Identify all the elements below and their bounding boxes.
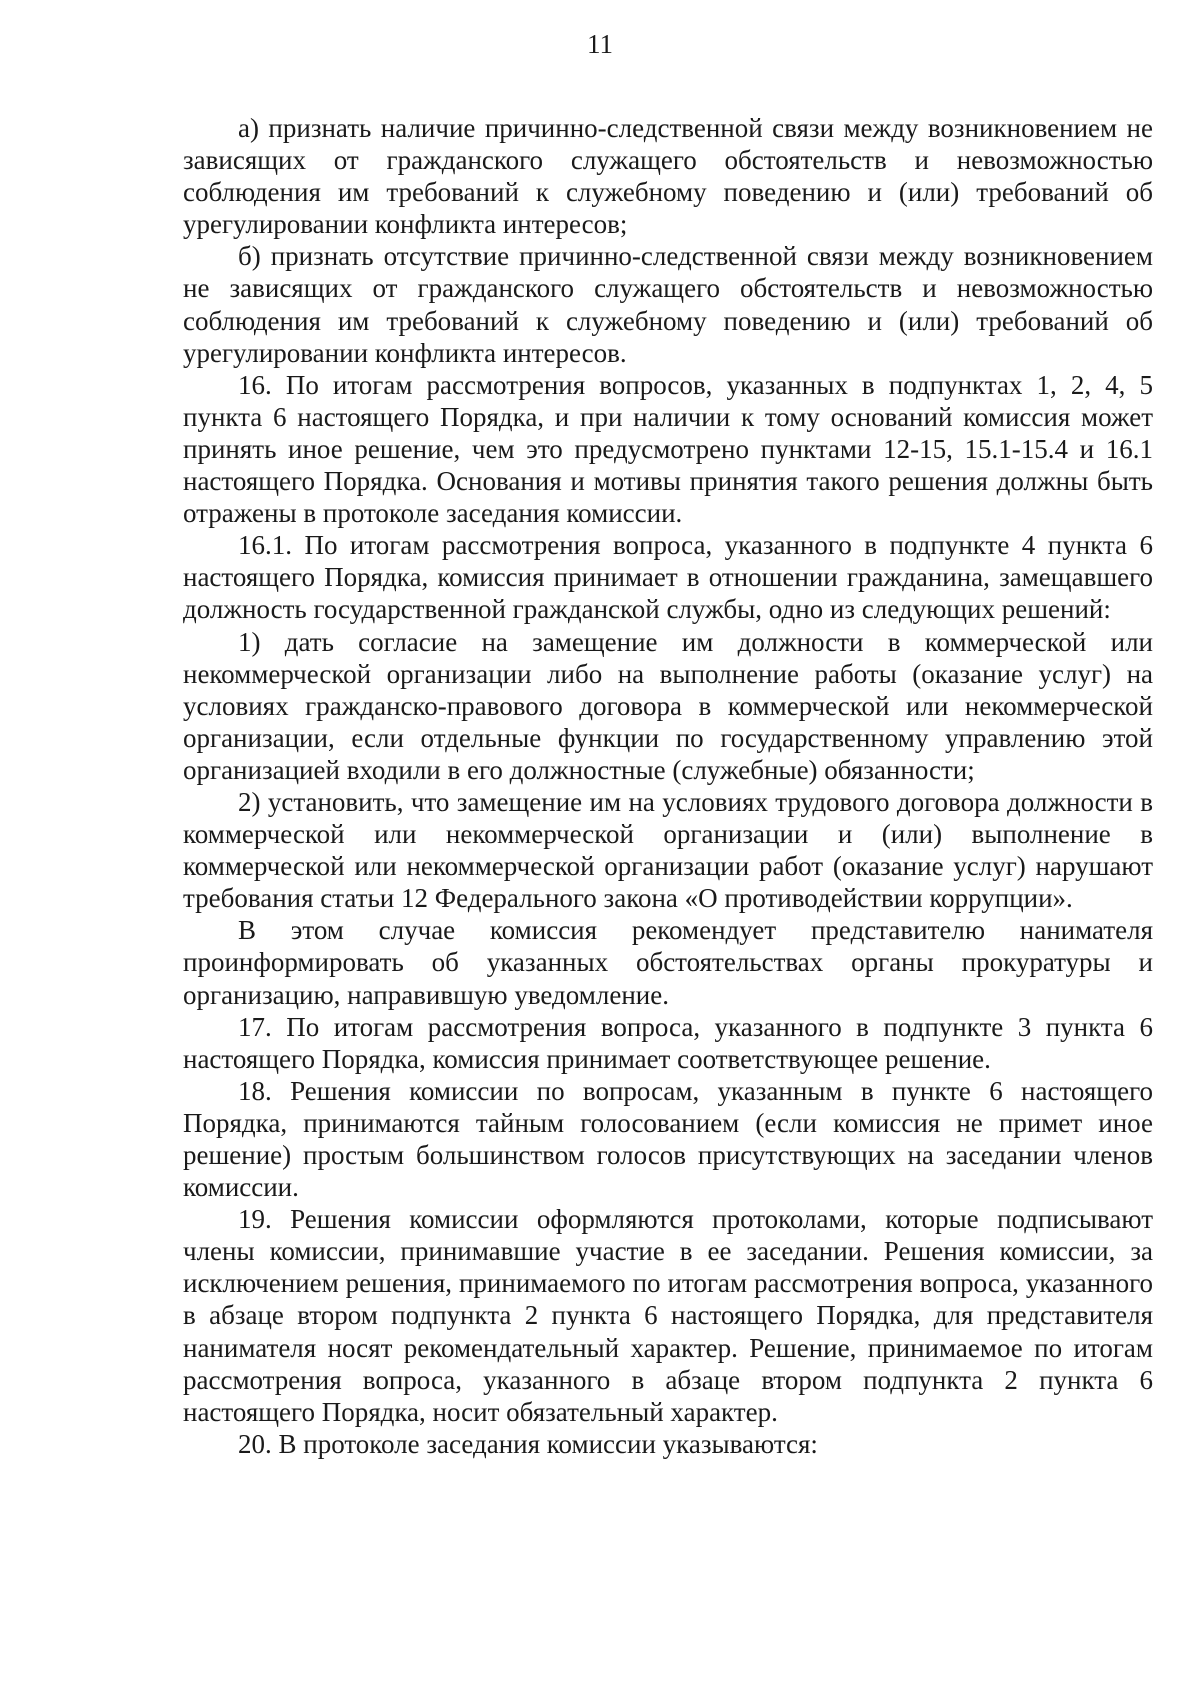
- paragraph-clause-16: 16. По итогам рассмотрения вопросов, указанных в подпунктах 1, 2, 4, 5 пункта 6 настоящего Порядка, и при наличии к тому оснований комиссия может принять иное решение, чем это предусмотрено пунктами 12-15, 15.1-15.4 и 16.1 настоящего Порядка. Основания и мотивы принятия такого решения должны быть отражены в протоколе заседания комиссии.: [183, 369, 1153, 529]
- paragraph-clause-18: 18. Решения комиссии по вопросам, указанным в пункте 6 настоящего Порядка, принимаются тайным голосованием (если комиссия не примет иное решение) простым большинством голосов присутствующих на заседании членов комиссии.: [183, 1075, 1153, 1203]
- paragraph-recommendation: В этом случае комиссия рекомендует представителю нанимателя проинформировать об указанных обстоятельствах органы прокуратуры и организацию, направившую уведомление.: [183, 915, 1153, 1010]
- paragraph-clause-16-1: 16.1. По итогам рассмотрения вопроса, указанного в подпункте 4 пункта 6 настоящего Порядка, комиссия принимает в отношении гражданина, замещавшего должность государственной гражданской службы, одно из следующих решений:: [183, 530, 1153, 625]
- paragraph-clause-17: 17. По итогам рассмотрения вопроса, указанного в подпункте 3 пункта 6 настоящего Порядка, комиссия принимает соответствующее решение.: [183, 1011, 1153, 1074]
- document-body: [183, 112, 1153, 1460]
- paragraph-subitem-a: а) признать наличие причинно-следственной связи между возникновением не зависящих от гражданского служащего обстоятельств и невозможностью соблюдения им требований к служебному поведению и (или) требований об урегулировании конфликта интересов;: [183, 113, 1153, 240]
- paragraph-decision-1: 1) дать согласие на замещение им должности в коммерческой или некоммерческой организации либо на выполнение работы (оказание услуг) на условиях гражданско-правового договора в коммерческой или некоммерческой организации, если отдельные функции по государственному управлению этой организацией входили в его должностные (служебные) обязанности;: [183, 626, 1153, 785]
- page-number: 11: [587, 29, 613, 59]
- paragraph-clause-19: 19. Решения комиссии оформляются протоколами, которые подписывают члены комиссии, принимавшие участие в ее заседании. Решения комиссии, за исключением решения, принимаемого по итогам рассмотрения вопроса, указанного в абзаце втором подпункта 2 пункта 6 настоящего Порядка, для представителя нанимателя носят рекомендательный характер. Решение, принимаемое по итогам рассмотрения вопроса, указанного в абзаце втором подпункта 2 пункта 6 настоящего Порядка, носит обязательный характер.: [183, 1204, 1153, 1427]
- paragraph-clause-20: 20. В протоколе заседания комиссии указываются:: [238, 1428, 818, 1459]
- paragraph-decision-2: 2) установить, что замещение им на условиях трудового договора должности в коммерческой или некоммерческой организации и (или) выполнение в коммерческой или некоммерческой организации работ (оказание услуг) нарушают требования статьи 12 Федерального закона «О противодействии коррупции».: [183, 786, 1153, 914]
- paragraph-subitem-b: б) признать отсутствие причинно-следственной связи между возникновением не зависящих от гражданского служащего обстоятельств и невозможностью соблюдения им требований к служебному поведению и (или) требований об урегулировании конфликта интересов.: [183, 241, 1153, 368]
